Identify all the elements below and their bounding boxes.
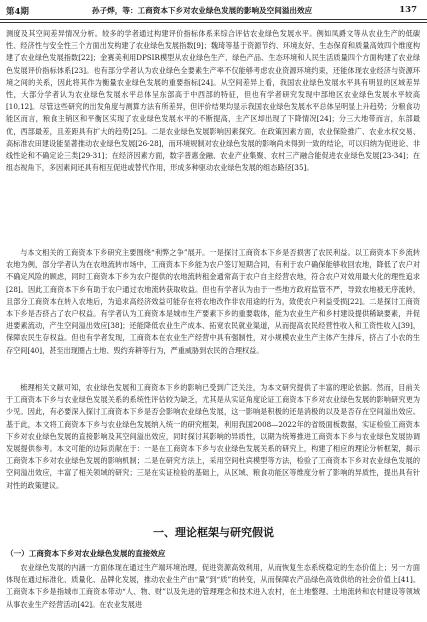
- header-rule-thick: [0, 19, 427, 20]
- page-number: 137: [399, 5, 417, 15]
- issue-number: 第4期: [6, 7, 29, 17]
- body-paragraph-4: 农业绿色发展的内涵一方面体现在通过生产端环境治理，促进资源高效利用，从而恢复生态系统稳定的生态价值上；另一方面体现在通过标准化、质量化、品牌化发展，推动农业生产由“量”到“质”的转变，从而保障农产品绿色高效供给的社会价值上[41]。工商资本下乡是指城市工商资本带动“人、物、财”以及先进的管理理念和技术进入农村，在土地整理、土地流转和农村建设等领域从事农业生产经营活动[42]。在农业发展进: [6, 563, 420, 609]
- body-paragraph-2: 与本文相关的工商资本下乡研究主要围绕“利弊之争”展开。一是探讨工商资本下乡是否损害了农民利益。以工商资本下乡流转农地为例，部分学者认为在农地流转市场中，工商资本下乡能为农户签订短期合同，有利于农户确保能够收回农地，降低了农户对不确定风险的顾虑，同时工商资本下乡为农户提供的农地流转租金通常高于农户自主经营农地，符合农户对效用最大化的理性追求[28]。因此工商资本下乡有助于农户通过农地流转获取收益。但也有学者认为由于一些地方政府监管不严，导致农地被无序流转，且部分工商资本在转入农地后，为追求高经济效益可能存在将农地改作非农用途的行为，致使农户利益受损[22]。二是探讨工商资本下乡是否挤占了农户权益。有学者认为工商资本是城市生产要素下乡的重要载体，能为农业生产和乡村建设提供稀缺要素，并促进要素流动，产生空间溢出效应[38]；还能降低农业生产成本、拓宽农民就业渠道，从而提高农民经营性收入和工资性收入[39]，保障农民生存权益。但也有学者发现，工商资本在农业生产经营中具有强制性，对小规模农业生产主体产生排斥，挤占了小农的生存空间[40]，甚至出现圈占土地、毁约弃耕等行为，严重威胁到农民的合理权益。: [6, 248, 420, 355]
- subsection-heading: （一）工商资本下乡对农业绿色发展的直接效应: [6, 549, 166, 558]
- body-paragraph-3: 梳理相关文献可知，农业绿色发展和工商资本下乡的影响已受到广泛关注，为本文研究提供了丰富的理论依据。然而，目前关于工商资本下乡与农业绿色发展关系的系统性评估较为缺乏，尤其是从实证角度论证工商资本下乡对农业绿色发展的影响研究更为少见。因此，有必要深入探讨工商资本下乡是否会影响农业绿色发展，这一影响是积极的还是消极的以及是否存在空间溢出效应。基于此，本文将工商资本下乡与农业绿色发展纳入统一的研究框架，利用我国2008—2022年的省级面板数据，实证检验工商资本下乡对农业绿色发展的直接影响及其空间溢出效应，同时探讨其影响的异质性，以期为统筹推进工商资本下乡与农业绿色发展协调发展提供参考。本文可能的边际贡献在于：一是在工商资本下乡与农业绿色发展关系的研究上，构建了相应的理论分析框架，揭示工商资本下乡对农业绿色发展的影响机制；二是在研究方法上，采用空间杜宾模型等方法，检验了工商资本下乡对农业绿色发展的空间溢出效应，丰富了相关领域的研究；三是在实证检验的基础上，从区域、粮食功能区等维度分析了影响的异质性，提出具有针对性的政策建议。: [6, 383, 420, 490]
- header-rule-thin: [0, 22, 427, 23]
- section-heading: 一、理论框架与研究假说: [153, 526, 274, 539]
- running-title: 孙子烨，等：工商资本下乡对农业绿色发展的影响及空间溢出效应: [92, 6, 313, 15]
- body-paragraph-1: 测度及其空间差异情况分析。较多的学者通过构建评价指标体系来综合评估农业绿色发展水平。例如凤爵文等从农业生产的低碳性、经济性与安全性三个方面出发构建了农业绿色发展指数[9]；魏琦等基于资源节约、环境友好、生态保育和质量高效四个维度构建了农业绿色发展指数[22]；金赛美利用DPSIR模型从农业绿色生产、绿色产品、生态环境和人民生活质量四个方面构建了农业绿色发展评价指标体系[23]。也有部分学者认为农业绿色全要素生产率不仅能够考虑农业资源环境约束，还能体现农业经济与资源环境之间的关系，因此将其作为衡量农业绿色发展的重要指标[24]。从空间差异上看，我国农业绿色发展水平具有明显的区域差异性，大部分学者认为农业绿色发展水平总体呈东部高于中西部的特征，但也有学者研究发现中部地区农业绿色发展水平较高[10,12]。尽管这些研究的出发角度与测算方法有所差异，但评价结果均显示我国农业绿色发展水平总体呈明显上升趋势；分粮食功能区而言，粮食主销区和平衡区实现了农业绿色发展水平的不断提高，主产区却出现了下降情况[24]；分三大地带而言，东部最优，西部最差，且差距具有扩大的趋势[25]。二是农业绿色发展影响因素探究。在政策因素方面，农业保险推广、农业水权交易、高标准农田建设能显著推动农业绿色发展[26-28]，而环境规制对农业绿色发展的影响尚未得到一致的结论，可以归纳为促进论、非线性论和不确定论三类[29-31]；在经济因素方面，数字普惠金融、农业产业集聚、农村三产融合能促进农业绿色发展[23-34]；在组态视角下，多因素间还具有相互促进或替代作用，形成多种驱动农业绿色发展的组态路径[35]。: [6, 29, 420, 173]
- running-header: [0, 0, 427, 22]
